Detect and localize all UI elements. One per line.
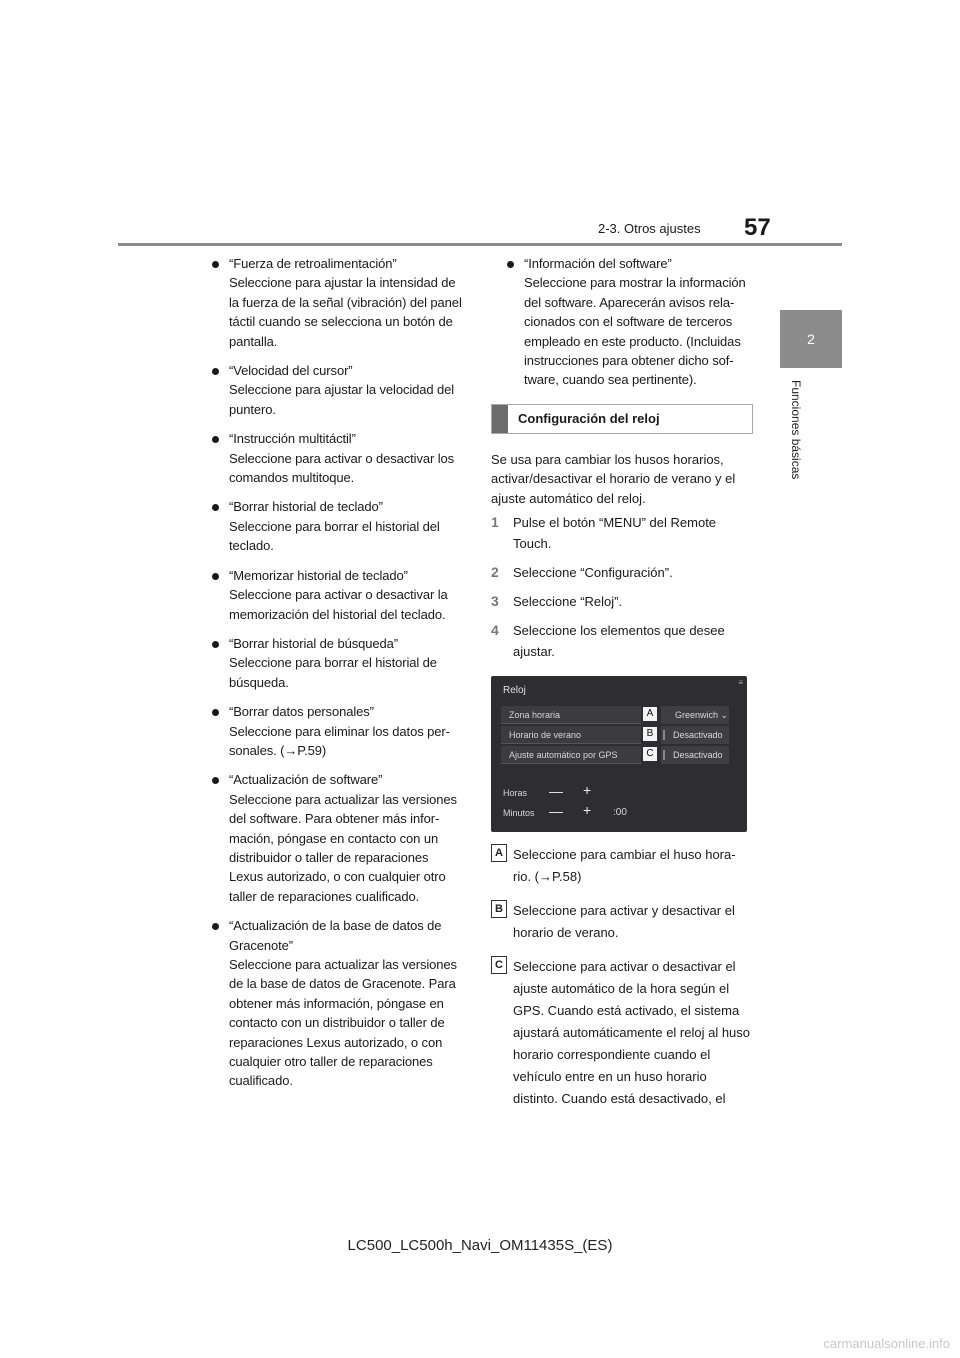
step-number: 2 xyxy=(491,564,499,581)
chapter-label: Funciones básicas xyxy=(789,380,803,480)
bullet-icon xyxy=(212,261,219,268)
bullet-icon xyxy=(212,641,219,648)
legend-text: Seleccione para activar o desactivar el ajuste automático de la hora según el GPS. Cuando está activado, el sistema ajustará automáticamente el reloj al huso horario correspondiente cuando el vehículo entre en un huso horario distinto. Cuando está desactivado, el xyxy=(513,959,751,1107)
item-desc: Seleccione para eliminar los datos per- sonales. (→P.59) xyxy=(229,723,450,758)
hours-minus-icon: — xyxy=(549,783,563,800)
document-code: LC500_LC500h_Navi_OM11435S_(ES) xyxy=(347,1237,613,1254)
item-desc: Seleccione para ajustar la velocidad del puntero. xyxy=(229,382,455,417)
gps-value-text: Desactivado xyxy=(673,750,723,761)
chapter-number: 2 xyxy=(807,331,815,347)
item-title: “Actualización de la base de datos de Gracenote” xyxy=(229,918,442,953)
item-title: “Borrar datos personales” xyxy=(229,704,374,720)
row-label: Horario de verano xyxy=(501,726,641,744)
minutes-plus-icon: + xyxy=(583,802,592,819)
bullet-icon xyxy=(507,261,514,268)
time-zone-value: Greenwich ⌄ xyxy=(661,706,729,724)
list-item xyxy=(212,702,466,760)
time-zone-row xyxy=(501,706,729,724)
item-title: “Instrucción multitáctil” xyxy=(229,431,356,447)
left-column xyxy=(212,254,466,1101)
step-number: 4 xyxy=(491,622,499,639)
chapter-tab xyxy=(780,310,842,368)
dst-value xyxy=(661,726,729,744)
callout-box: C xyxy=(491,956,507,974)
step-number: 1 xyxy=(491,514,499,531)
step-text: Seleccione “Configuración”. xyxy=(513,565,673,581)
item-title: “Actualización de software” xyxy=(229,772,383,788)
item-title: “Borrar historial de búsqueda” xyxy=(229,635,398,651)
hours-label: Horas xyxy=(503,788,528,799)
bullet-icon xyxy=(212,777,219,784)
item-desc: Seleccione para borrar el historial de búsqueda. xyxy=(229,655,437,690)
section-title: 2-3. Otros ajustes xyxy=(598,221,701,236)
bullet-icon xyxy=(212,709,219,716)
gps-row xyxy=(501,746,729,764)
step-3 xyxy=(491,591,753,612)
step-2 xyxy=(491,562,753,583)
item-title: “Información del software” xyxy=(524,256,672,271)
dst-value-text: Desactivado xyxy=(673,730,723,741)
row-label: Zona horaria xyxy=(501,706,641,724)
item-desc: Seleccione para actualizar las versiones de la base de datos de Gracenote. Para obtener más información, póngase en contacto con un distribuidor o taller de reparaciones Lexus autorizado, o con cualquier otro taller de reparaciones cualificado. xyxy=(229,957,457,1089)
screen-title: Reloj xyxy=(503,685,526,697)
item-title: “Velocidad del cursor” xyxy=(229,363,353,379)
item-title: “Borrar historial de teclado” xyxy=(229,499,383,515)
clock-section-header xyxy=(491,404,753,434)
legend-text: Seleccione para cambiar el huso hora- rio. (→P.58) xyxy=(513,847,736,885)
list-item xyxy=(212,634,466,692)
toggle-indicator xyxy=(663,730,665,740)
clock-intro: Se usa para cambiar los husos horarios, activar/desactivar el horario de verano y el ajuste automático del reloj. xyxy=(491,451,736,506)
gps-value xyxy=(661,746,729,764)
item-desc: Seleccione para actualizar las versiones del software. Para obtener más infor- mación, póngase en contacto con un distribuidor o taller de reparaciones Lexus autorizado, o con cualquier otro taller de reparaciones cualificado. xyxy=(229,791,457,904)
list-item xyxy=(212,770,466,906)
right-column xyxy=(491,254,753,1110)
list-item xyxy=(212,497,466,555)
callout-box: A xyxy=(491,844,507,862)
item-desc: Seleccione para activar o desactivar la memorización del historial del teclado. xyxy=(229,587,448,622)
legend-text: Seleccione para activar y desactivar el horario de verano. xyxy=(513,903,735,941)
header-rule xyxy=(118,243,842,246)
callout-box: B xyxy=(491,900,507,918)
minutes-minus-icon: — xyxy=(549,803,563,820)
bullet-icon xyxy=(212,436,219,443)
step-1 xyxy=(491,512,753,554)
callout-a: A xyxy=(643,707,657,721)
watermark: carmanualsonline.info xyxy=(823,1336,950,1351)
hours-plus-icon: + xyxy=(583,782,592,799)
list-item xyxy=(212,429,466,487)
bullet-icon xyxy=(212,573,219,580)
dst-row xyxy=(501,726,729,744)
callout-b: B xyxy=(643,727,657,741)
section-marker xyxy=(492,405,508,433)
item-title: “Fuerza de retroalimentación” xyxy=(229,256,397,271)
legend-c xyxy=(491,956,753,1110)
list-item xyxy=(212,361,466,419)
menu-icon: ≡ xyxy=(738,678,743,688)
item-desc: Seleccione para ajustar la intensidad de la fuerza de la señal (vibración) del panel táctil cuando se selecciona un botón de pantalla. xyxy=(229,275,462,349)
list-item xyxy=(212,254,466,351)
step-text: Seleccione “Reloj”. xyxy=(513,594,623,610)
item-desc: Seleccione para mostrar la información del software. Aparecerán avisos rela- cionados con el software de terceros empleado en este producto. (Incluidas instrucciones para obtener dicho sof- tware, cuando sea pertinente). xyxy=(524,275,746,388)
clock-section-title: Configuración del reloj xyxy=(518,411,660,427)
bullet-icon xyxy=(212,923,219,930)
item-title: “Memorizar historial de teclado” xyxy=(229,567,408,583)
bullet-icon xyxy=(212,504,219,511)
legend-a xyxy=(491,844,753,888)
step-4 xyxy=(491,620,753,662)
minutes-value: :00 xyxy=(613,807,627,819)
list-item xyxy=(507,254,753,390)
minutes-label: Minutos xyxy=(503,808,535,819)
item-desc: Seleccione para activar o desactivar los comandos multitoque. xyxy=(229,450,455,486)
bullet-icon xyxy=(212,368,219,375)
page-number: 57 xyxy=(744,214,771,241)
step-text: Seleccione los elementos que desee ajustar. xyxy=(513,623,725,660)
legend-b xyxy=(491,900,753,944)
list-item xyxy=(212,566,466,624)
clock-settings-screen xyxy=(491,676,747,832)
step-number: 3 xyxy=(491,593,499,610)
row-label: Ajuste automático por GPS xyxy=(501,746,641,764)
item-desc: Seleccione para borrar el historial del teclado. xyxy=(229,518,440,554)
toggle-indicator xyxy=(663,750,665,760)
step-text: Pulse el botón “MENU” del Remote Touch. xyxy=(513,515,717,552)
callout-c: C xyxy=(643,747,657,761)
list-item xyxy=(212,916,466,1091)
